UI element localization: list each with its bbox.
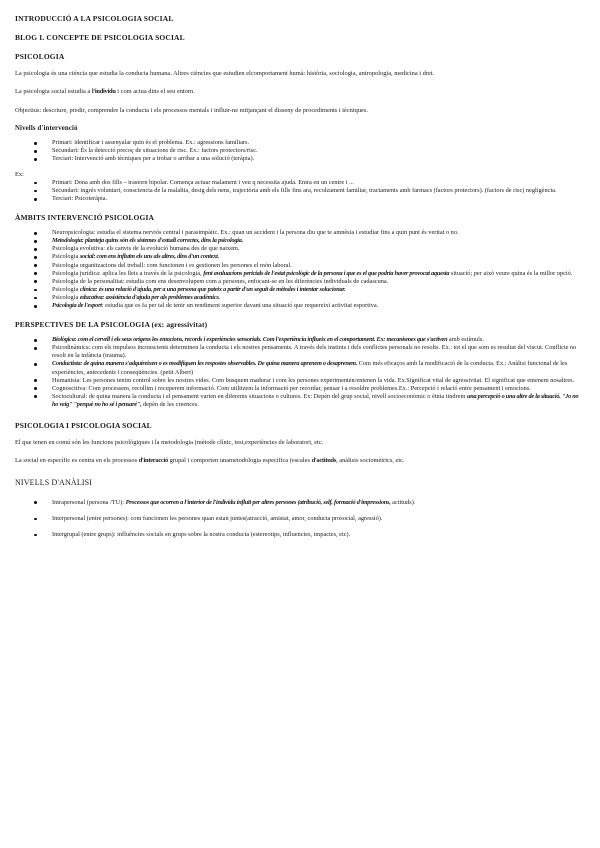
psicologia-heading: PSICOLOGIA: [15, 52, 65, 61]
ex-label: Ex:: [15, 170, 24, 178]
ambits-list: [15, 229, 583, 310]
list-item: Psicologia de la personalitat: estudia com ens desenvolupem com a persones, enfocant-se en les diferències individuals de cadascuna.: [15, 278, 583, 286]
list-item: Metodologia: planteja quins són els sistemes d'estudi correctes, dins la psicologia.: [15, 237, 583, 245]
document-page: [15, 14, 583, 539]
analisi-list: [15, 499, 583, 539]
list-item: Sociocultural: de quina manera la conducta i el pensament varien en diferents situacions o cultures. Ex: Depèn del grup social, nivell socioeconòmic o ètnia tindrem una percepció o una altre de la situació. "Jo no ho veig" "perquè no ho sé i pensaré", depèn de les creences.: [15, 393, 583, 409]
list-item: Intrapersonal (persona /TU): Processos que ocorren a l'interior de l'individu influït per altres persones (atribució, self, formació d'impressions, actituds).: [15, 499, 583, 507]
list-item: Terciari: Intervenció amb tècniques per a trobar o arribar a una solució (teràpia).: [15, 155, 583, 163]
paragraph-social: La psicologia social estudia a l'individu i com actua dins el seu entorn.: [15, 88, 195, 96]
ex-list: [15, 179, 583, 203]
list-item: Psicologia organitzacions del treball: com funcionen i es gestionen les persones el món laboral.: [15, 262, 583, 270]
list-item: Psicologia social: com ens influïm els uns als altres, dins d'un context.: [15, 253, 583, 261]
list-item: Neuropsicologia: estudia el sistema nerviós central i parasimpàtic. Ex.: quan un accident i la persona diu que te amnèsia i estudiar fins a quin punt és veritat o no.: [15, 229, 583, 237]
list-item: Intergrupal (entre grups): influències socials en grups sobre la nostra conducta (estereotips, influencies, impactes, etc).: [15, 531, 583, 539]
list-item: Secundari: ingrés voluntari, consciencia de la malaltia, desig dels nens, trajectòria amb els fills fins ara, recolzament familiar, tractaments amb farmacs (factors protectors). (factors de risc) negligència.: [15, 187, 583, 195]
list-item: Psicologia de l'esport: estudia que es fa per tal de tenir un rendiment superior davant una situació que requereixi activitat esportiva.: [15, 302, 583, 310]
document-title: INTRODUCCIÓ A LA PSICOLOGIA SOCIAL: [15, 14, 174, 23]
list-item: Primari: identificar i assenyalar quin és el problema. Ex.: agressions familiars.: [15, 139, 583, 147]
list-item: Secundari: És la detecció precoç de situacions de risc. Ex.: factors protectors/risc.: [15, 147, 583, 155]
blog-heading: BLOG I. CONCEPTE DE PSICOLOGIA SOCIAL: [15, 33, 185, 42]
list-item: Psicologia evolutiva: els canvis de la evolució humana des de que naixem.: [15, 245, 583, 253]
nivells-analisi-heading: NIVELLS D'ANÀLISI: [15, 477, 93, 487]
nivells-heading: Nivells d'intervenció: [15, 125, 78, 133]
paragraph-common: El que tenen en comú són les funcions psicològiques i la metodologia (mètode clínic, test,experiències de laboratori, etc.: [15, 438, 324, 446]
ambits-heading: ÀMBITS INTERVENCIÓ PSICOLOGIA: [15, 213, 155, 223]
list-item: Psicologia clínica: és una relació d'ajuda, per a una persona que pateix a partir d'un seguit de mètodes i intentar solucionar.: [15, 286, 583, 294]
list-item: Humanista: Les persones tenim control sobre les nostres vides. Com busquem madurar i com les persones experimenten/entenen la vida. Ex.Significat vital de agressivitat. El significat que entenem nosaltres.: [15, 377, 583, 385]
paragraph-objectives: Objectius: descriure, predir, comprendre la conducta i els processos mentals i influir-ne mitjançant el disseny de procediments i tècniques.: [15, 106, 368, 114]
list-item: Cognoscitiva: Com processem, recollim i recuperem informació. Com utilitzem la informació per recordar, pensar i a resoldre problemes.Ex.: Percepció i relació entre pensament i emocions.: [15, 385, 583, 393]
list-item: Conductista: de quina manera s'adquireixen o es modifiquen les respostes observables. De quina manera aprenem o desaprenem. Com més eficaços amb la modificació de la conducta. Ex.: Anàlisi funcional de les experiències, antecedents i conseqüències. (petit Albert): [15, 360, 583, 376]
list-item: Interpersonal (entre persones): com funcionen les persones quan estan juntes(atracció, amistat, amor, conducta prosocial, agressió).: [15, 515, 583, 523]
list-item: Psicodinàmica: com els impulsos inconscients determinen la conducta i els nostres pensaments. A través dels instints i dels conflictes personals no resolts. Ex.: tot el que som es resultat del viscut. Conflicte no resolt en la infància (trauma).: [15, 344, 583, 360]
list-item: Psicologia educativa: assistència d'ajuda per als problemes acadèmics.: [15, 294, 583, 302]
perspectives-heading: PERSPECTIVES DE LA PSICOLOGIA (ex: agressivitat): [15, 320, 208, 330]
list-item: Terciari: Psicoteràpia.: [15, 195, 583, 203]
psicologia-social-heading: PSICOLOGIA I PSICOLOGIA SOCIAL: [15, 420, 152, 430]
list-item: Psicologia jurídica: aplica les lleis a través de la psicologia, fent avaluacions pericials de l'estat psicològic de la persona i que es el que podria haver provocat aquesta situació; per això veure quina és la millor opció.: [15, 270, 583, 278]
paragraph-specific: La social en específic es centra en els processos d'interacció grupal i comporten unametodologia específica (escales d'actituds, anàlisis sociomètrics, etc.: [15, 457, 405, 465]
list-item: Biològica: com el cervell i els seus orígens les emocions, records i experiències sensorials. Com l'experiència influeix en el comportament. Ex: mecanismes que s'activen amb estímuls.: [15, 336, 583, 344]
nivells-list: [15, 139, 583, 163]
paragraph-definition: La psicologia és una ciència que estudia la conducta humana. Altres ciències que estudien elcomportament humà: història, sociologia, antropologia, medicina i dret.: [15, 70, 435, 77]
list-item: Primari: Dona amb dos fills – trastorn bipolar. Comença actuar malament i veu q necessita ajuda. Entra en un centre i ...: [15, 179, 583, 187]
perspectives-list: [15, 336, 583, 409]
